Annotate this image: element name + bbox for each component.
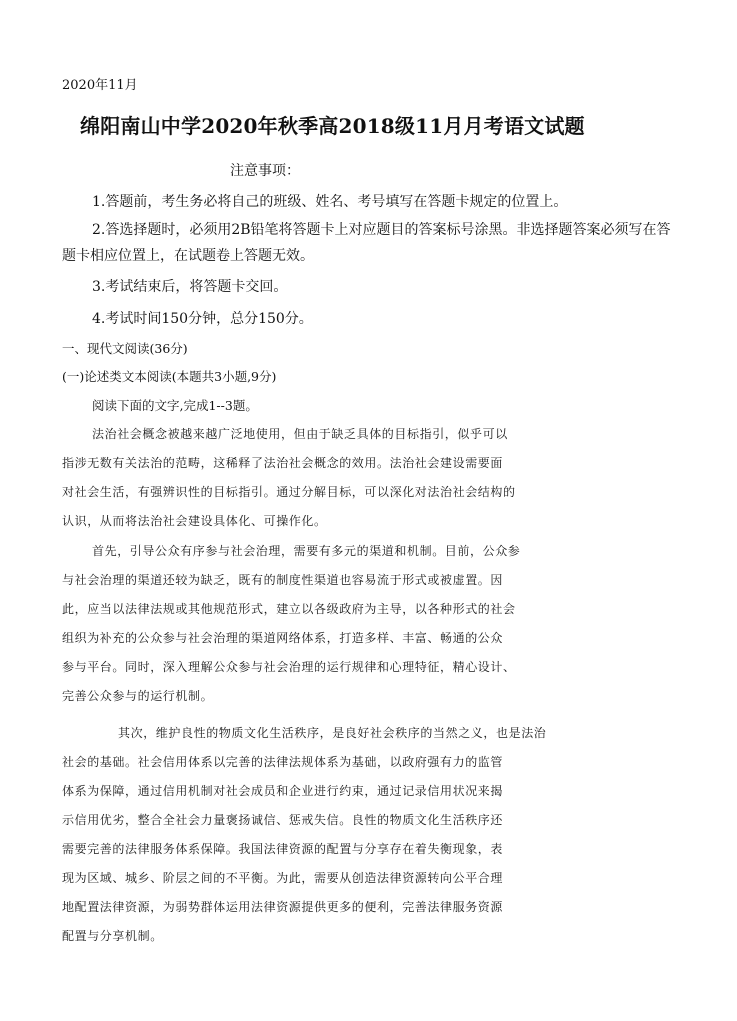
passage-line: 地配置法律资源，为弱势群体运用法律资源提供更多的便利，完善法律服务资源 [62,900,504,914]
passage-line: 法治社会概念被越来越广泛地使用，但由于缺乏具体的目标指引，似乎可以 [92,427,508,441]
exam-date: 2020年11月 [62,78,138,93]
passage-line: 示信用优劣，整合全社会力量褒扬诚信、惩戒失信。良性的物质文化生活秩序还 [62,813,504,827]
passage-line: 组织为补充的公众参与社会治理的渠道网络体系，打造多样、丰富、畅通的公众 [62,631,504,645]
exam-title: 绵阳南山中学2020年秋季高2018级11月月考语文试题 [80,114,585,138]
passage-line: 社会的基础。社会信用体系以完善的法律法规体系为基础，以政府强有力的监管 [62,755,504,769]
passage-line: 参与平台。同时，深入理解公众参与社会治理的运行规律和心理特征，精心设计、 [62,660,516,674]
passage-line: 首先，引导公众有序参与社会治理，需要有多元的渠道和机制。目前，公众参 [92,544,521,558]
notice-item-4: 4.考试时间150分钟，总分150分。 [92,311,313,327]
passage-line: 认识，从而将法治社会建设具体化、可操作化。 [62,514,327,528]
passage-line: 配置与分享机制。 [62,929,163,943]
section-heading-1: 一、现代文阅读(36分) [62,341,188,356]
passage-line: 其次，维护良性的物质文化生活秩序，是良好社会秩序的当然之义，也是法治 [118,726,547,740]
notice-item-1: 1.答题前，考生务必将自己的班级、姓名、考号填写在答题卡规定的位置上。 [92,194,568,210]
subsection-heading-1: (一)论述类文本阅读(本题共3小题,9分) [62,369,277,384]
passage-line: 对社会生活，有强辨识性的目标指引。通过分解目标，可以深化对法治社会结构的 [62,485,516,499]
passage-line: 完善公众参与的运行机制。 [62,689,214,703]
passage-line: 与社会治理的渠道还较为缺乏，既有的制度性渠道也容易流于形式或被虚置。因 [62,573,504,587]
notice-item-2-line-2: 题卡相应位置上，在试题卷上答题无效。 [62,248,314,264]
notice-heading: 注意事项： [230,163,300,179]
passage-line: 此，应当以法律法规或其他规范形式，建立以各级政府为主导，以各种形式的社会 [62,602,516,616]
passage-line: 体系为保障，通过信用机制对社会成员和企业进行约束，通过记录信用状况来揭 [62,784,504,798]
passage-line: 需要完善的法律服务体系保障。我国法律资源的配置与分享存在着失衡现象，表 [62,842,504,856]
passage-line: 现为区域、城乡、阶层之间的不平衡。为此，需要从创造法律资源转向公平合理 [62,871,504,885]
reading-instruction: 阅读下面的文字,完成1--3题。 [92,398,258,413]
notice-item-3: 3.考试结束后，将答题卡交回。 [92,279,288,295]
notice-item-2-line-1: 2.答选择题时，必须用2B铅笔将答题卡上对应题目的答案标号涂黑。非选择题答案必须写在答 [92,222,671,238]
passage-line: 指涉无数有关法治的范畴，这稀释了法治社会概念的效用。法治社会建设需要面 [62,456,504,470]
